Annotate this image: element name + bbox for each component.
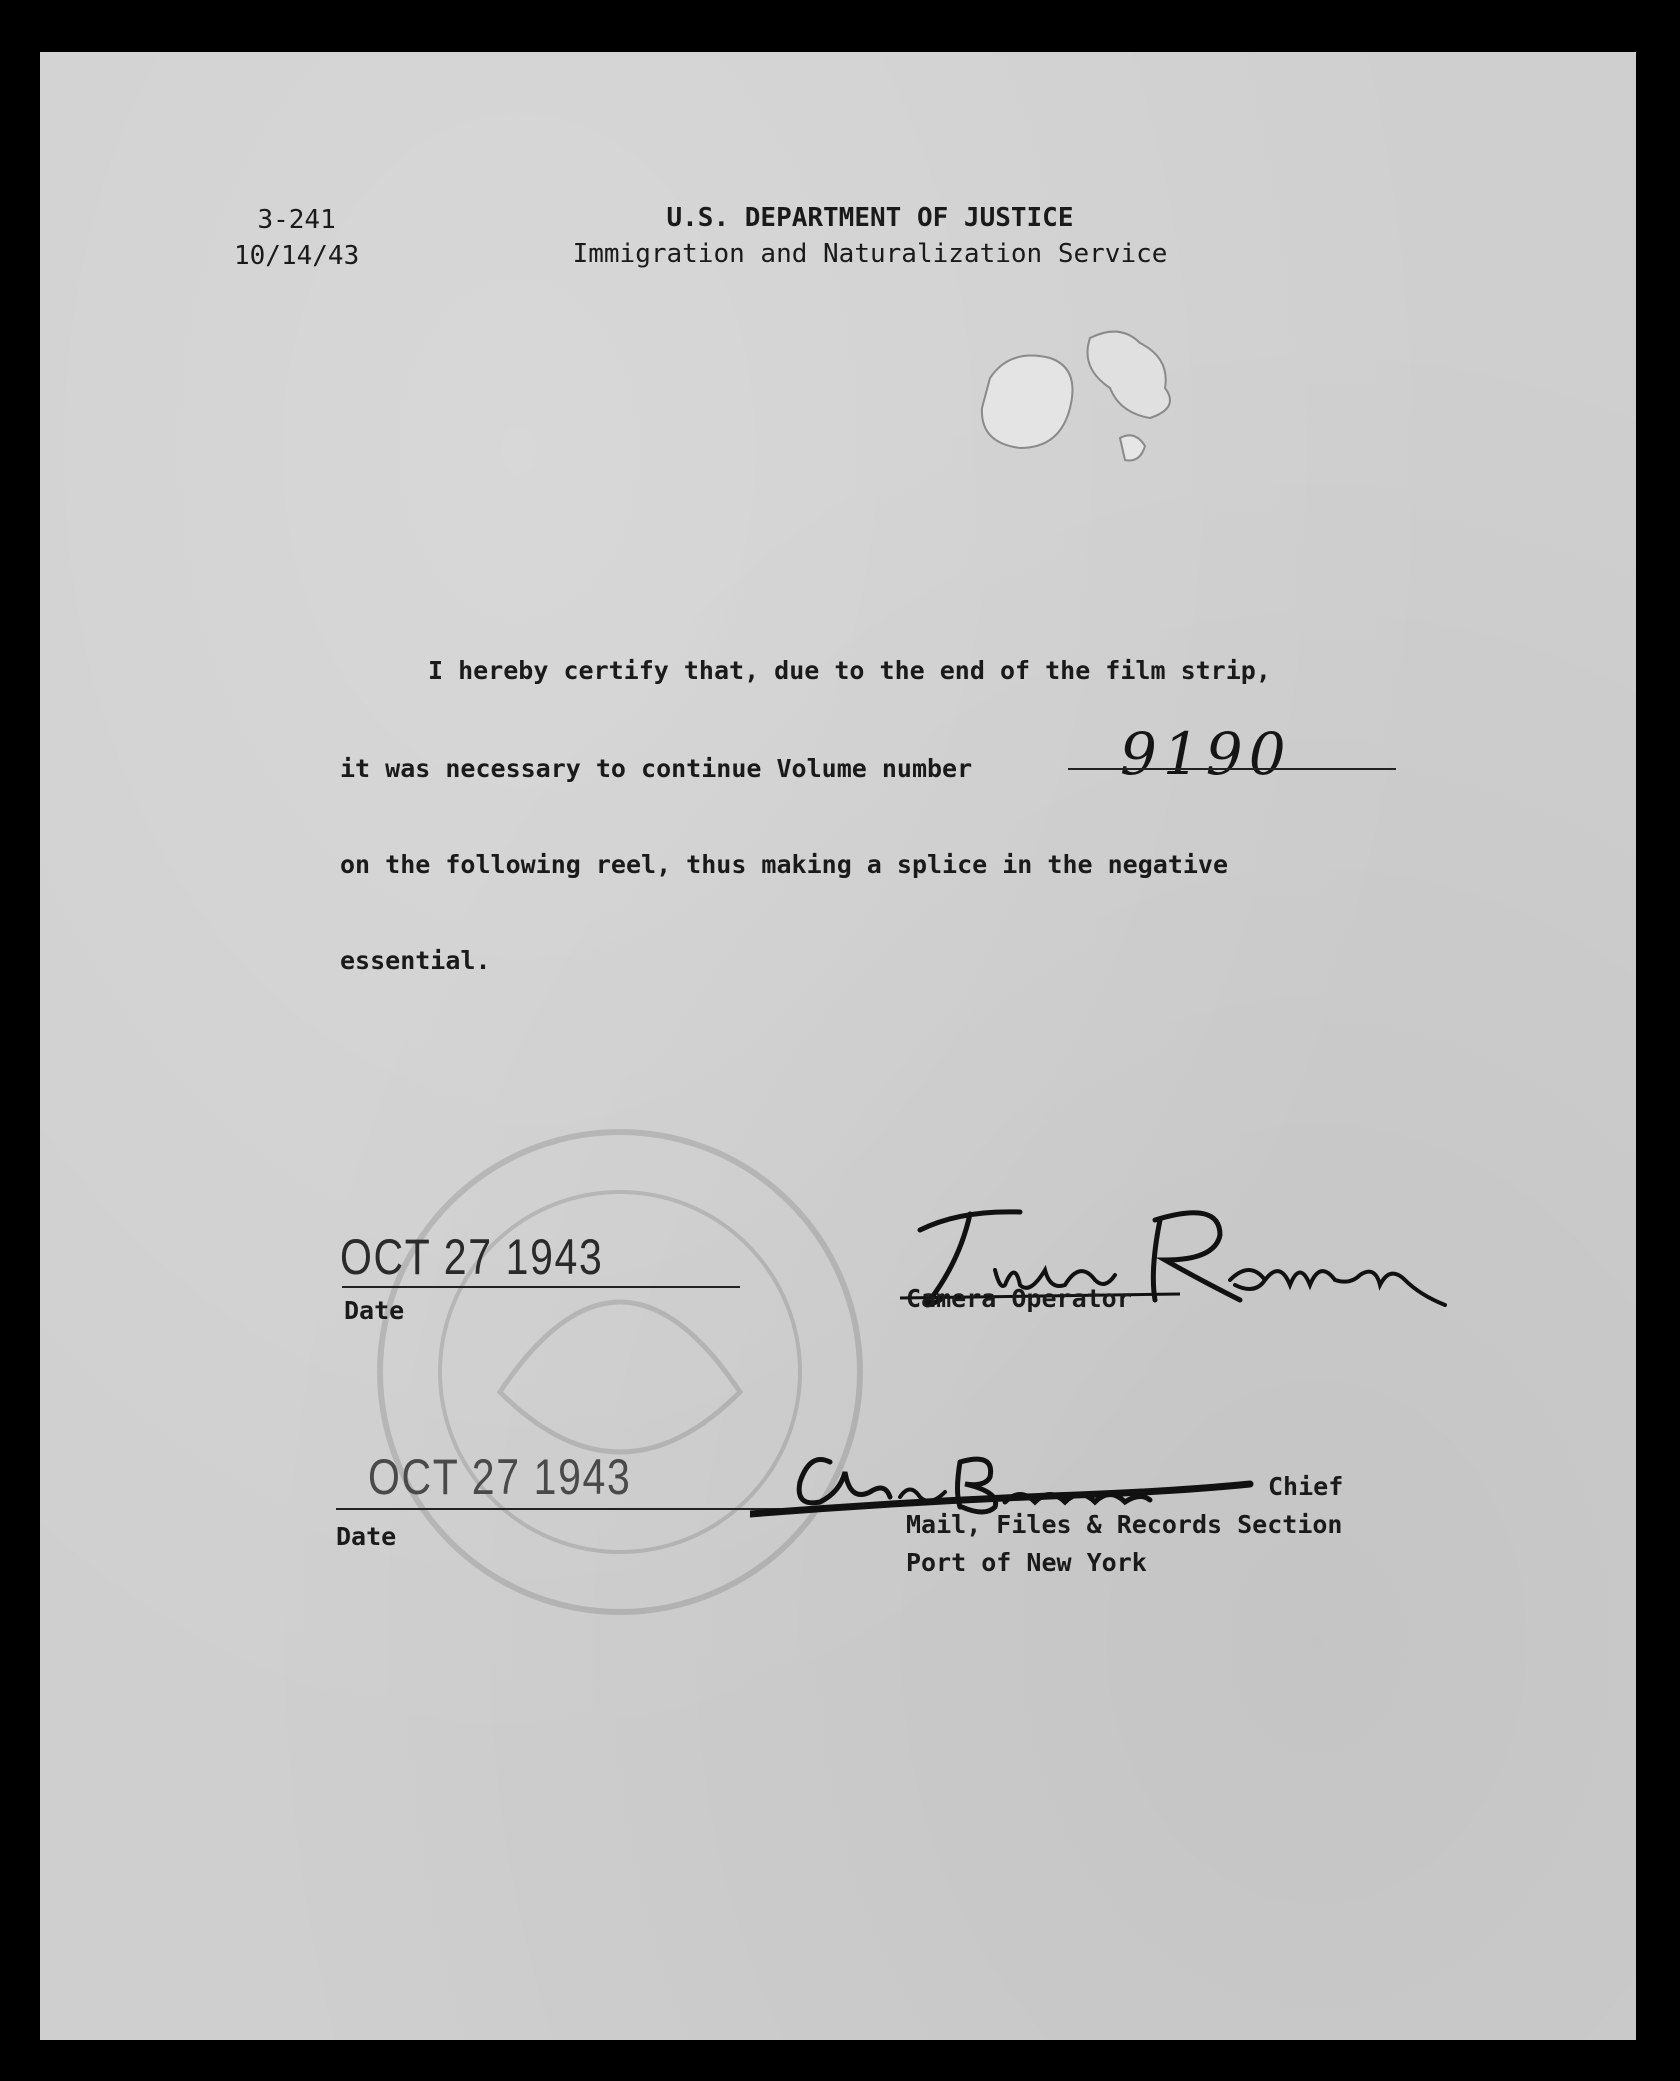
volume-number-handwritten: 9190 (1120, 720, 1292, 788)
faint-seal-mark (300, 1092, 940, 1652)
date-rule-chief (336, 1508, 782, 1510)
section-label: Mail, Files & Records Section (906, 1510, 1343, 1539)
date-label-camera: Date (344, 1296, 405, 1325)
certification-line-3: on the following reel, thus making a splice in the negative (340, 850, 1229, 879)
certification-line-2: it was necessary to continue Volume number (340, 754, 973, 783)
volume-number-rule (1068, 768, 1396, 770)
ink-blot-mark (970, 318, 1200, 498)
document-header (510, 200, 1230, 272)
certificate-page (40, 52, 1636, 2040)
date-stamp-chief: OCT 27 1943 (368, 1449, 632, 1505)
port-label: Port of New York (906, 1548, 1147, 1577)
certification-line-1: I hereby certify that, due to the end of the film strip, (428, 656, 1271, 685)
agency-title: U.S. DEPARTMENT OF JUSTICE (666, 203, 1074, 233)
form-number (234, 202, 359, 274)
camera-operator-label: Camera Operator (906, 1284, 1132, 1313)
date-label-chief: Date (336, 1522, 397, 1551)
service-title: Immigration and Naturalization Service (572, 239, 1168, 269)
date-rule-camera (342, 1286, 740, 1288)
date-stamp-camera: OCT 27 1943 (340, 1229, 604, 1285)
form-revision-date: 10/14/43 (234, 241, 360, 271)
form-code: 3-241 (257, 205, 336, 235)
certification-line-4: essential. (340, 946, 491, 975)
chief-title-label: Chief (1268, 1472, 1344, 1501)
